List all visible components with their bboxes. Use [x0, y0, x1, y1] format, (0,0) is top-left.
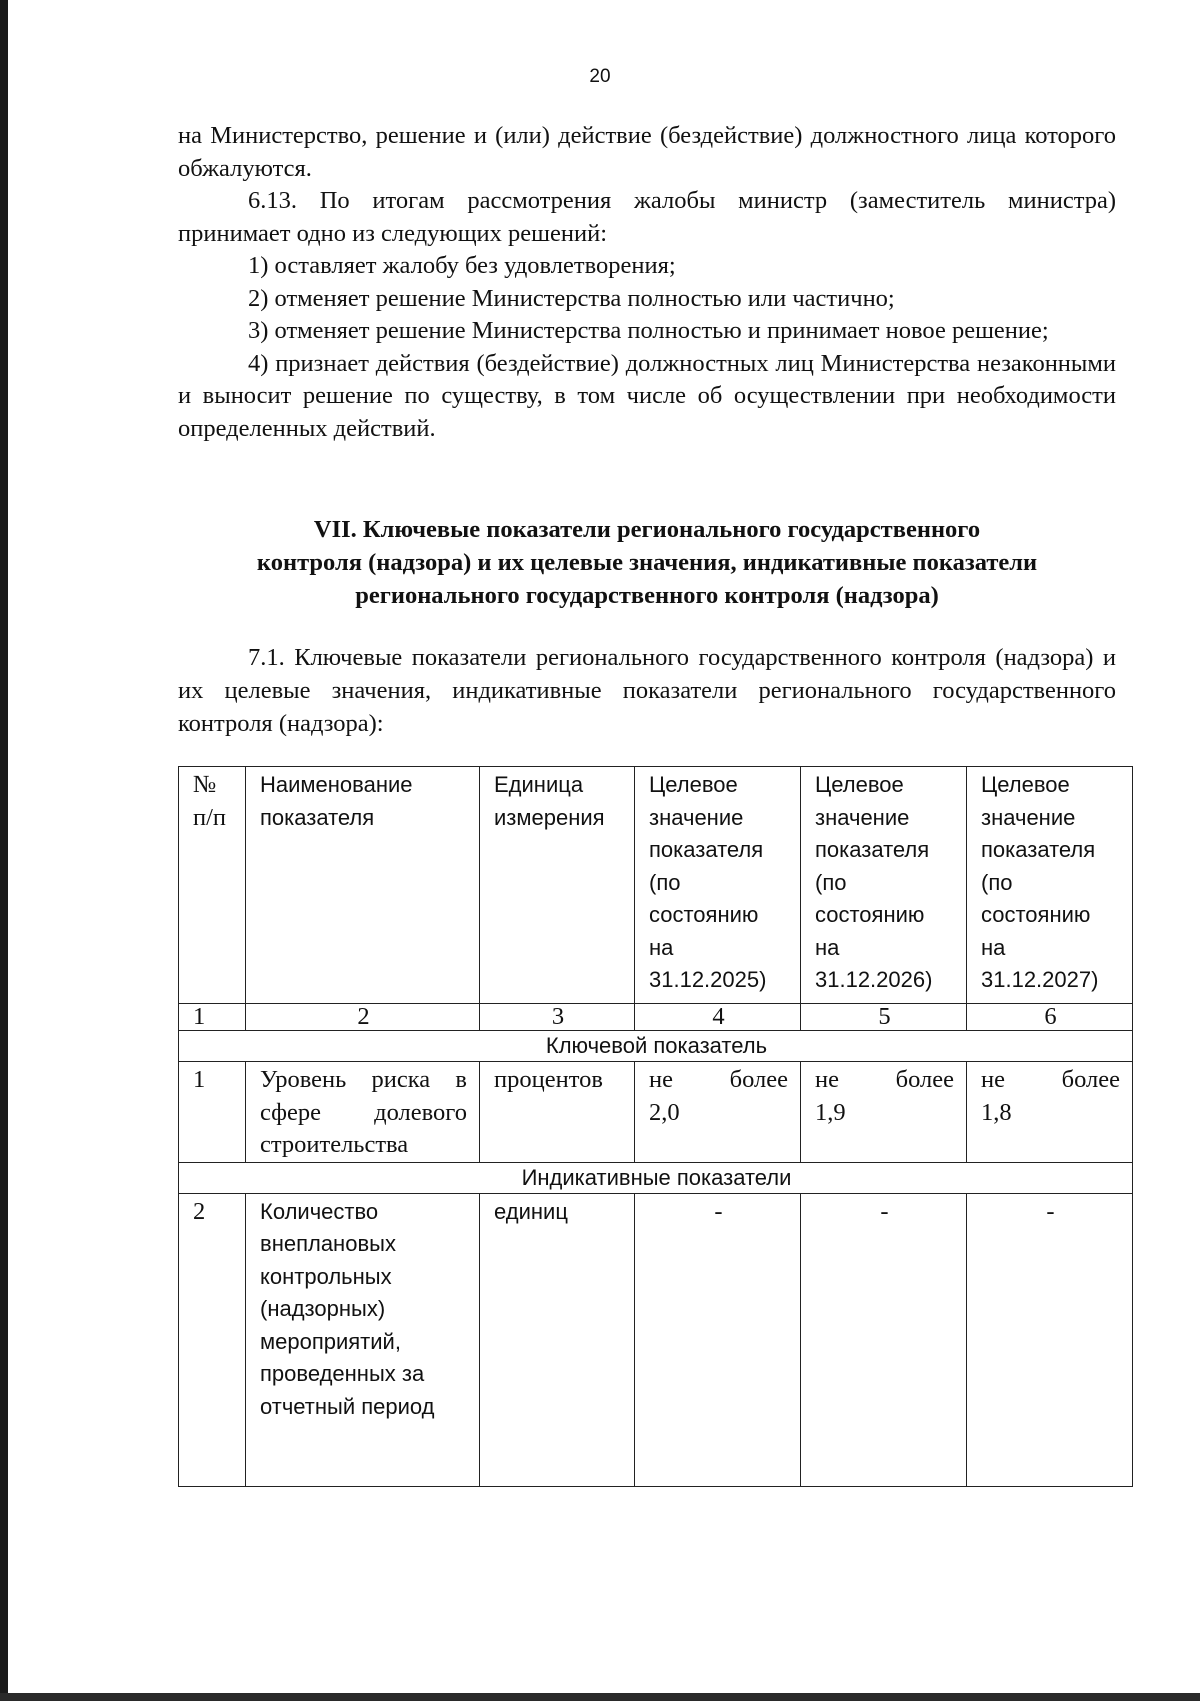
row-unit: единиц — [480, 1193, 635, 1486]
row-target-2025: - — [635, 1193, 801, 1486]
body-text — [178, 120, 1116, 445]
header-unit: Единица измерения — [480, 767, 635, 1004]
row-name-line: строительства — [260, 1131, 409, 1158]
column-number-row — [179, 1004, 1133, 1031]
table-row — [179, 1062, 1133, 1163]
target-prefix: не более — [981, 1066, 1120, 1093]
paragraph-6-13: 6.13. По итогам рассмотрения жалобы министр (заместитель министра) принимает одно из следующих решений: — [178, 187, 1116, 247]
row-num: 2 — [179, 1193, 246, 1486]
section-title-line-1: VII. Ключевые показатели регионального государственного — [313, 516, 981, 543]
list-item-1: 1) оставляет жалобу без удовлетворения; — [248, 252, 676, 279]
header-name: Наименование показателя — [246, 767, 480, 1004]
header-target-2025: Целевое значение показателя (по состоянию на 31.12.2025) — [635, 767, 801, 1004]
row-unit: процентов — [480, 1062, 635, 1163]
key-indicator-section-row — [179, 1031, 1133, 1062]
column-number: 5 — [801, 1004, 967, 1031]
indicative-section-row — [179, 1162, 1133, 1193]
row-name: Количество внеплановых контрольных (надзорных) мероприятий, проведенных за отчетный период — [246, 1193, 480, 1486]
column-number: 3 — [480, 1004, 635, 1031]
list-item-4: 4) признает действия (бездействие) должностных лиц Министерства незаконными и выносит решение по существу, в том числе об осуществлении при необходимости определенных действий. — [178, 349, 1116, 442]
scan-border-left — [0, 0, 8, 1701]
page-number: 20 — [589, 66, 611, 87]
paragraph-continuation: на Министерство, решение и (или) действие (бездействие) должностного лица которого обжалуются. — [178, 122, 1116, 182]
header-target-2026: Целевое значение показателя (по состоянию на 31.12.2026) — [801, 767, 967, 1004]
row-num: 1 — [179, 1062, 246, 1163]
target-value: 2,0 — [649, 1098, 680, 1126]
paragraph-7-1: 7.1. Ключевые показатели регионального государственного контроля (надзора) и их целевые значения, индикативные показатели регионального государственного контроля (надзора): — [178, 644, 1116, 737]
section-title-line-3: регионального государственного контроля (надзора) — [355, 582, 939, 609]
table-header-row — [179, 767, 1133, 1004]
target-value: 1,9 — [815, 1098, 846, 1126]
row-name-line: Уровень риска в — [260, 1066, 467, 1093]
indicators-table — [178, 766, 1133, 1487]
row-target-2026 — [801, 1062, 967, 1163]
row-name-line: сфере долевого — [260, 1098, 467, 1126]
header-num: № п/п — [179, 767, 246, 1004]
list-item-3: 3) отменяет решение Министерства полностью и принимает новое решение; — [248, 317, 1049, 344]
row-target-2025 — [635, 1062, 801, 1163]
column-number: 1 — [179, 1004, 246, 1031]
key-indicator-section-label: Ключевой показатель — [179, 1031, 1133, 1062]
column-number: 2 — [246, 1004, 480, 1031]
table-row — [179, 1193, 1133, 1486]
row-target-2027 — [967, 1062, 1133, 1163]
column-number: 6 — [967, 1004, 1133, 1031]
target-prefix: не более — [649, 1066, 788, 1093]
target-prefix: не более — [815, 1066, 954, 1093]
row-target-2026: - — [801, 1193, 967, 1486]
row-target-2027: - — [967, 1193, 1133, 1486]
row-name — [246, 1062, 480, 1163]
list-item-2: 2) отменяет решение Министерства полностью или частично; — [248, 284, 895, 312]
header-target-2027: Целевое значение показателя (по состоянию на 31.12.2027) — [967, 767, 1133, 1004]
target-value: 1,8 — [981, 1098, 1012, 1126]
section-title — [178, 513, 1116, 612]
column-number: 4 — [635, 1004, 801, 1031]
indicative-section-label: Индикативные показатели — [179, 1162, 1133, 1193]
section-title-line-2: контроля (надзора) и их целевые значения, индикативные показатели — [256, 549, 1038, 576]
scan-border-bottom — [0, 1693, 1200, 1701]
